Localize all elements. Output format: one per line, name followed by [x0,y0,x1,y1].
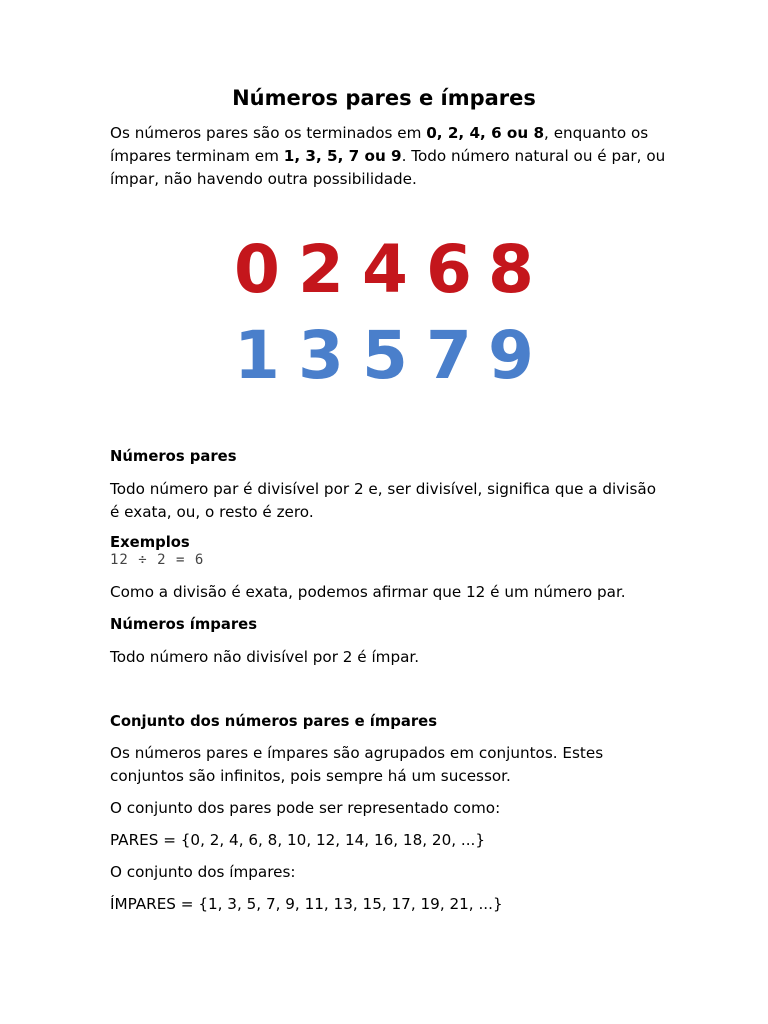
page-title: Números pares e ímpares [232,86,536,110]
even-digit-8: 8 [488,231,534,308]
digits-figure [230,228,540,388]
even-digit-0: 0 [234,231,280,308]
heading-conjunto: Conjunto dos números pares e ímpares [110,713,438,730]
impares-paragraph: Todo número não divisível por 2 é ímpar. [110,648,420,666]
impares-set-intro: O conjunto dos ímpares: [110,863,296,881]
odd-digits-row [234,317,534,388]
example-formula: 12 ÷ 2 = 6 [110,552,205,568]
even-digit-6: 6 [426,231,472,308]
conjunto-paragraph: Os números pares e ímpares são agrupados em conjuntos. Estes conjuntos são infinitos, pois sempre há um sucessor. [110,744,604,785]
pares-set-intro: O conjunto dos pares pode ser representado como: [110,799,501,817]
intro-paragraph [110,122,670,191]
pares-paragraph: Todo número par é divisível por 2 e, ser divisível, significa que a divisão é exata, ou, o resto é zero. [110,480,656,521]
intro-text-3: . Todo número natural ou é par, ou ímpar, não havendo outra possibilidade. [110,147,666,188]
odd-digit-5: 5 [362,317,408,388]
odd-digits-bold: 1, 3, 5, 7 ou 9 [283,147,402,165]
even-digit-2: 2 [298,231,344,308]
odd-digit-9: 9 [488,317,534,388]
example-paragraph: Como a divisão é exata, podemos afirmar que 12 é um número par. [110,583,626,601]
odd-digit-1: 1 [234,317,280,388]
intro-text-1: Os números pares são os terminados em [110,124,427,142]
pares-set: PARES = {0, 2, 4, 6, 8, 10, 12, 14, 16, 18, 20, ...} [110,831,486,849]
heading-exemplos: Exemplos [110,534,190,551]
odd-digit-7: 7 [426,317,472,388]
even-digit-4: 4 [362,231,408,308]
intro-text-2: , enquanto os ímpares terminam em [110,124,649,165]
odd-digit-3: 3 [298,317,344,388]
even-digits-row [234,231,534,308]
even-digits-bold: 0, 2, 4, 6 ou 8 [426,124,545,142]
heading-numeros-impares: Números ímpares [110,616,258,633]
impares-set: ÍMPARES = {1, 3, 5, 7, 9, 11, 13, 15, 17, 19, 21, ...} [110,895,503,913]
heading-numeros-pares: Números pares [110,448,237,465]
